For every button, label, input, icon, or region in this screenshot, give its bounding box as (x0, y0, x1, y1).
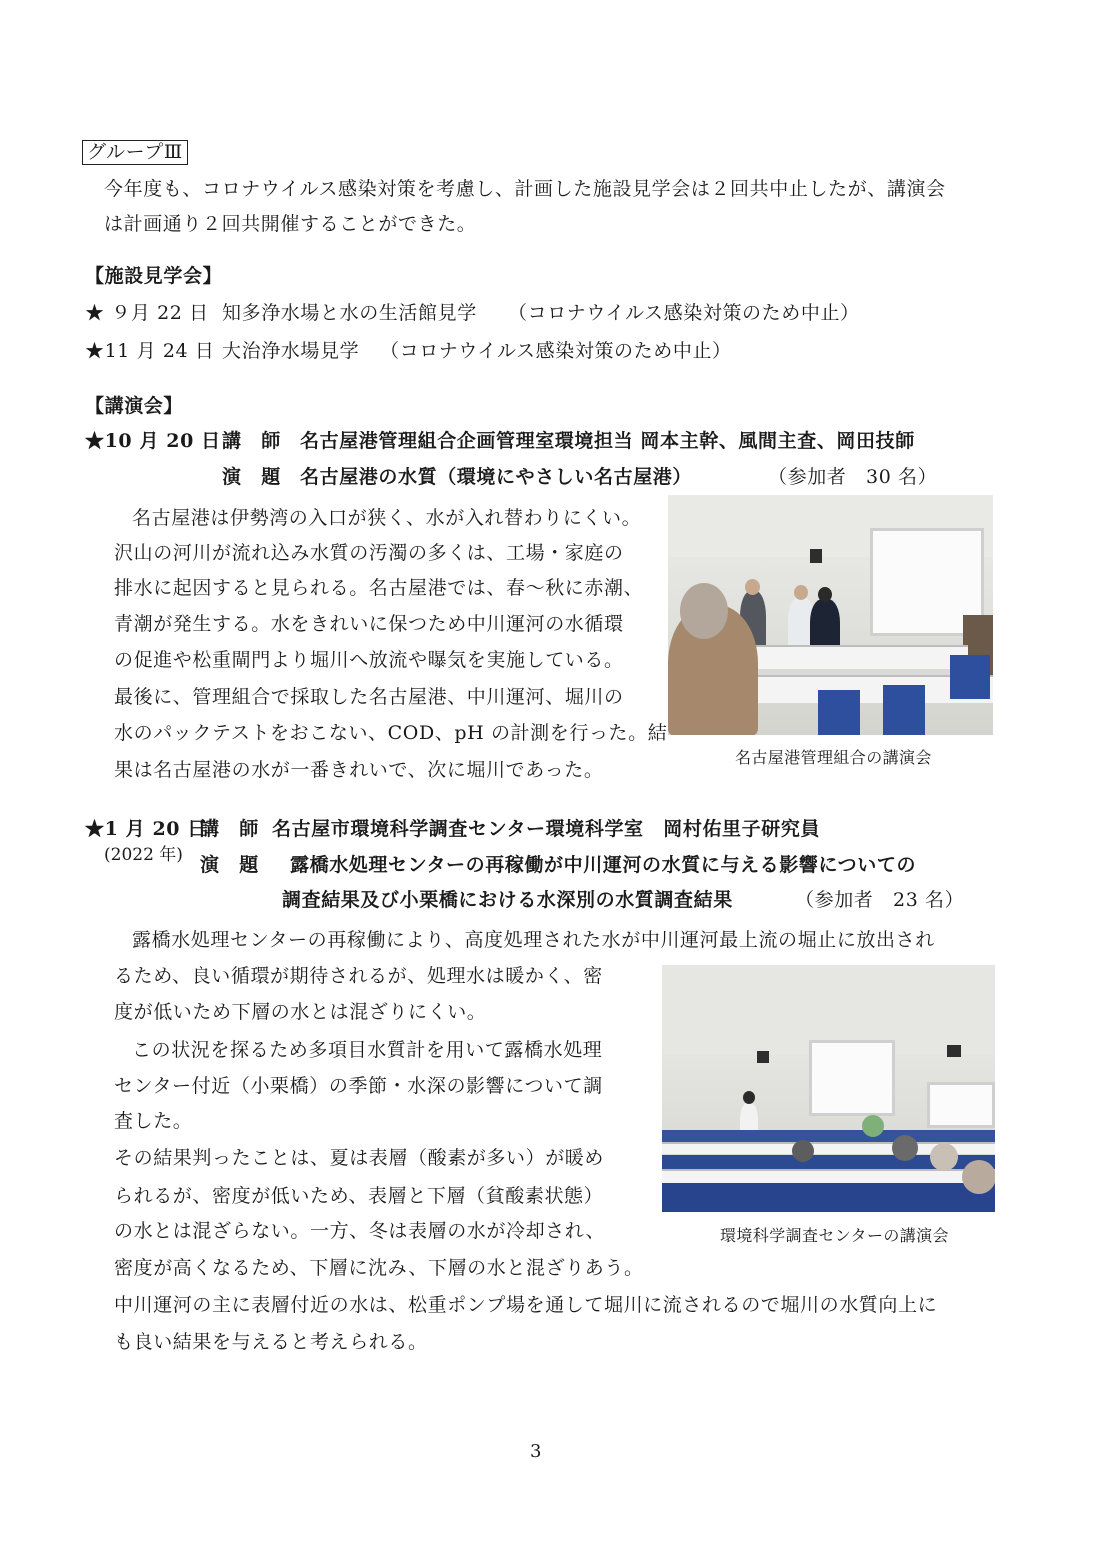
visit-1-note: （コロナウイルス感染対策のため中止） (508, 302, 860, 324)
lecture-2-year: (2022 年) (104, 845, 183, 865)
lecture-1-body-line: 果は名古屋港の水が一番きれいで、次に堀川であった。 (114, 759, 604, 781)
lecture-1-photo-caption: 名古屋港管理組合の講演会 (735, 748, 932, 767)
lecture-2-body-line: 露橋水処理センターの再稼働により、高度処理された水が中川運河最上流の堀止に放出され (132, 929, 935, 951)
site-visits-heading: 【施設見学会】 (85, 265, 223, 287)
lecture-1-lecturer: 名古屋港管理組合企画管理室環境担当 岡本主幹、風間主査、岡田技師 (300, 430, 915, 452)
lecture-2-body-line: 度が低いため下層の水とは混ざりにくい。 (114, 1001, 487, 1023)
lecture-2-topic-line-2: 調査結果及び小栗橋における水深別の水質調査結果 (282, 889, 733, 911)
lecture-2-lecturer-label: 講 師 (200, 818, 259, 840)
lecture-2-body-line: られるが、密度が低いため、表層と下層（貧酸素状態） (114, 1185, 604, 1207)
intro-line-1: 今年度も、コロナウイルス感染対策を考慮し、計画した施設見学会は２回共中止したが、講演会 (104, 178, 946, 200)
lecture-1-photo (668, 495, 993, 735)
lecture-1-date: ★10 月 20 日 (85, 430, 221, 452)
lecture-1-body-line: 排水に起因すると見られる。名古屋港では、春〜秋に赤潮、 (114, 577, 644, 599)
lecture-2-body-line: も良い結果を与えると考えられる。 (114, 1331, 428, 1353)
lecture-2-body-line: 密度が高くなるため、下層に沈み、下層の水と混ざりあう。 (114, 1257, 644, 1279)
lecture-1-participants: （参加者 30 名） (768, 466, 938, 488)
visit-1-date: ★ ９月 22 日 (85, 302, 209, 324)
lecture-2-photo-caption: 環境科学調査センターの講演会 (720, 1226, 949, 1245)
lecture-2-topic-line-1: 露橋水処理センターの再稼働が中川運河の水質に与える影響についての (290, 854, 917, 876)
lecture-2-body-line: その結果判ったことは、夏は表層（酸素が多い）が暖め (114, 1147, 605, 1169)
visit-2-title: 大治浄水場見学 (222, 340, 360, 362)
lecture-2-lecturer: 名古屋市環境科学調査センター環境科学室 岡村佑里子研究員 (272, 818, 821, 840)
lecture-2-body-line: センター付近（小栗橋）の季節・水深の影響について調 (114, 1075, 603, 1097)
lecture-1-body-line: 水のパックテストをおこない、COD、pH の計測を行った。結 (114, 722, 668, 744)
lectures-heading: 【講演会】 (85, 395, 184, 417)
lecture-1-topic-label: 演 題 (222, 466, 281, 488)
lecture-2-body-line: の水とは混ざらない。一方、冬は表層の水が冷却され、 (114, 1220, 606, 1242)
lecture-1-body-line: の促進や松重閘門より堀川へ放流や曝気を実施している。 (114, 649, 624, 671)
lecture-2-body-line: 査した。 (114, 1110, 193, 1132)
lecture-2-photo (662, 965, 995, 1212)
lecture-2-body-line: この状況を探るため多項目水質計を用いて露橋水処理 (132, 1039, 603, 1061)
visit-2-date: ★11 月 24 日 (85, 340, 215, 362)
lecture-1-body-line: 名古屋港は伊勢湾の入口が狭く、水が入れ替わりにくい。 (132, 507, 642, 529)
visit-2-note: （コロナウイルス感染対策のため中止） (380, 340, 732, 362)
lecture-2-body-line: 中川運河の主に表層付近の水は、松重ポンプ場を通して堀川に流されるので堀川の水質向上に (114, 1294, 938, 1316)
lecture-1-body-line: 沢山の河川が流れ込み水質の汚濁の多くは、工場・家庭の (114, 542, 624, 564)
lecture-1-topic: 名古屋港の水質（環境にやさしい名古屋港） (300, 466, 693, 488)
group-header: グループⅢ (82, 140, 188, 165)
lecture-1-lecturer-label: 講 師 (222, 430, 281, 452)
page-number: 3 (530, 1441, 542, 1462)
lecture-2-body-line: るため、良い循環が期待されるが、処理水は暖かく、密 (114, 965, 603, 987)
lecture-2-date: ★1 月 20 日 (85, 818, 207, 840)
lecture-2-topic-label: 演 題 (200, 854, 259, 876)
lecture-1-body-line: 最後に、管理組合で採取した名古屋港、中川運河、堀川の (114, 686, 624, 708)
lecture-2-participants: （参加者 23 名） (795, 889, 965, 911)
intro-line-2: は計画通り２回共開催することができた。 (104, 213, 477, 235)
lecture-1-body-line: 青潮が発生する。水をきれいに保つため中川運河の水循環 (114, 613, 624, 635)
visit-1-title: 知多浄水場と水の生活館見学 (222, 302, 477, 324)
